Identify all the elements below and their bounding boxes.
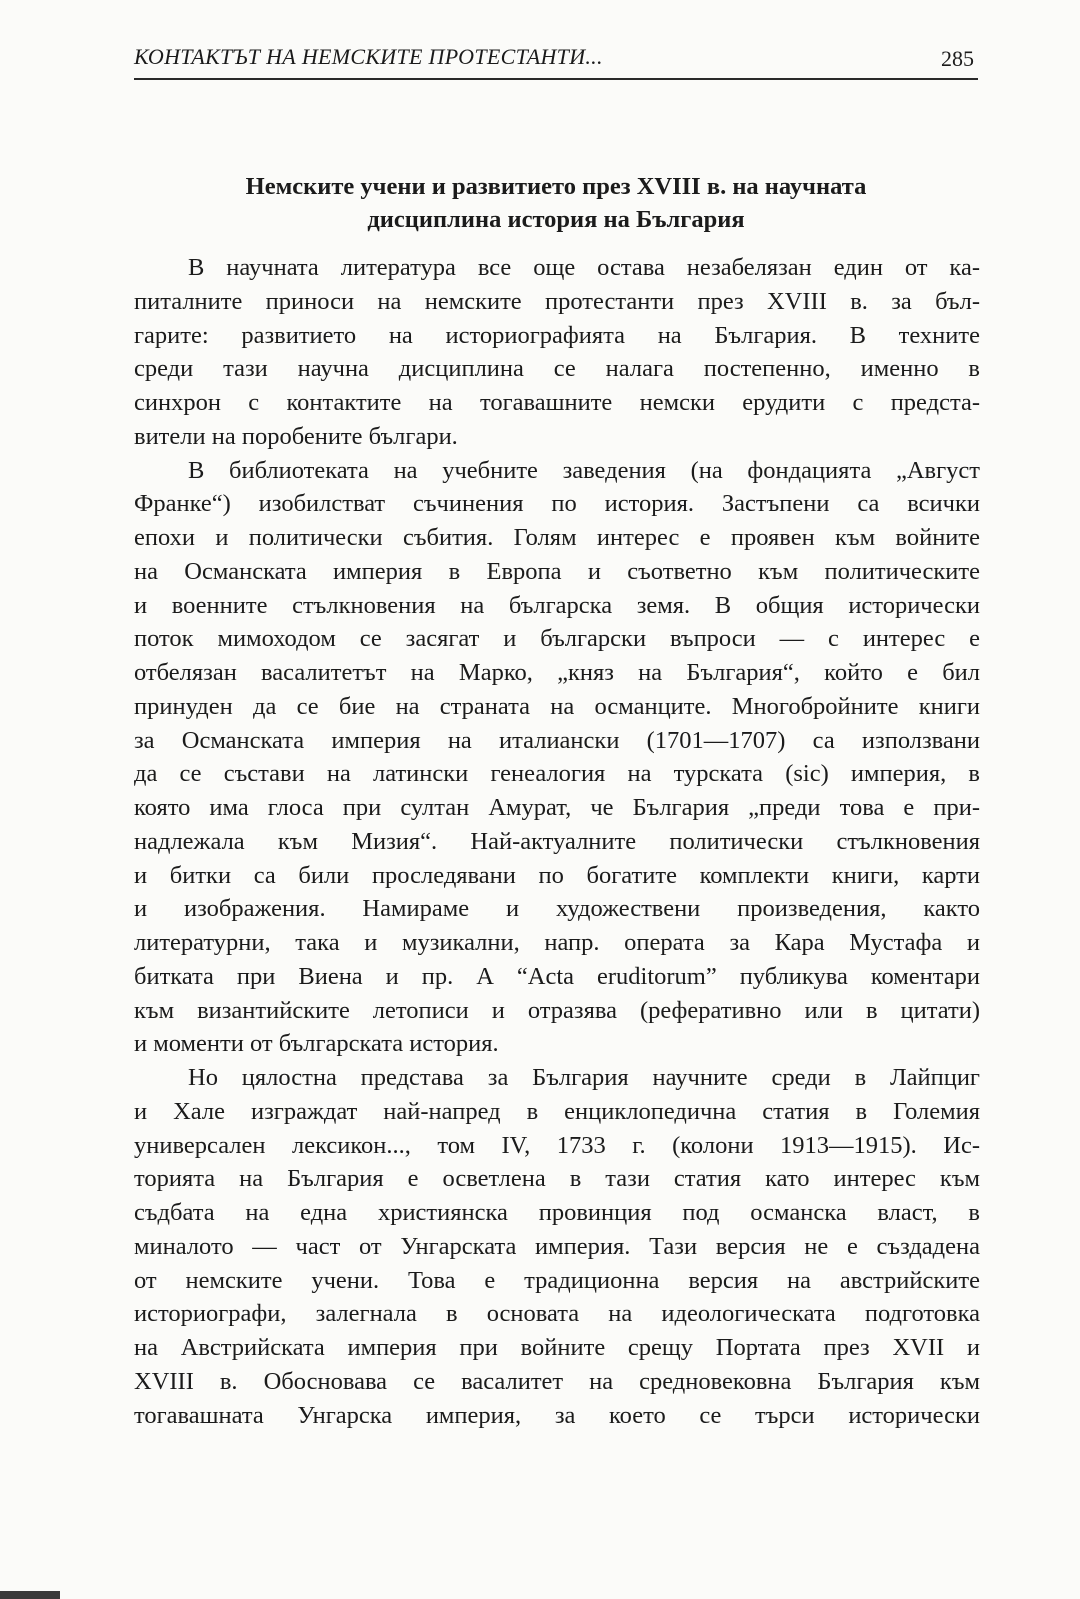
text-line: към византийските летописи и отразява (реферативно или в цитати) — [134, 996, 980, 1024]
text-line: торията на България е осветлена в тази статия като интерес към — [134, 1165, 980, 1193]
text-line: принуден да се бие на страната на османците. Многобройните книги — [134, 692, 980, 720]
paragraph-3 — [134, 1061, 980, 1432]
section-heading — [134, 170, 978, 236]
text-line: на Османската империя в Европа и съответно към политическите — [134, 557, 980, 585]
text-line: и битки са били проследявани по богатите комплекти книги, карти — [134, 861, 980, 889]
text-line: питалните приноси на немските протестанти през XVIII в. за бъл- — [134, 287, 980, 315]
paragraph-1 — [134, 251, 980, 454]
text-line: синхрон с контактите на тогавашните немски ерудити с предста- — [134, 389, 980, 416]
text-line: за Османската империя на италиански (1701—1707) са използвани — [134, 726, 980, 754]
text-line: среди тази научна дисциплина се налага постепенно, именно в — [134, 355, 980, 383]
text-line: Но цялостна представа за България научните среди в Лайпциг — [188, 1064, 980, 1091]
text-line: универсален лексикон..., том IV, 1733 г. (колони 1913—1915). Ис- — [134, 1131, 980, 1159]
text-line: битката при Виена и пр. А “Acta eruditorum” публикува коментари — [134, 962, 980, 990]
text-line: миналото — част от Унгарската империя. Тази версия не е създадена — [134, 1232, 980, 1260]
text-line: XVIII в. Обосновава се васалитет на средновековна България към — [134, 1367, 980, 1395]
paragraph-2 — [134, 454, 980, 1062]
section-heading-line: дисциплина история на България — [367, 206, 745, 233]
body-text — [134, 251, 980, 1432]
scan-edge-mark — [0, 1591, 60, 1599]
text-line: която има глоса при султан Амурат, че България „преди това е при- — [134, 794, 980, 821]
text-line: литературни, така и музикални, напр. операта за Кара Мустафа и — [134, 929, 980, 956]
text-line: и военните стълкновения на българска земя. В общия исторически — [134, 591, 980, 619]
text-line: тогавашната Унгарска империя, за което се търси исторически — [134, 1401, 980, 1429]
text-line: и Хале изграждат най-напред в енциклопедична статия в Големия — [134, 1097, 980, 1125]
text-line: епохи и политически събития. Голям интерес е проявен към войните — [134, 524, 980, 551]
text-line: В научната литература все още остава незабелязан един от ка- — [188, 254, 980, 281]
text-line: отбелязан васалитетът на Марко, „княз на България“, който е бил — [134, 659, 980, 686]
text-line: надлежала към Мизия“. Най-актуалните политически стълкновения — [134, 827, 980, 855]
text-line: и моменти от българската история. — [134, 1030, 499, 1058]
text-line: от немските учени. Това е традиционна версия на австрийските — [134, 1266, 980, 1294]
text-line: съдбата на една християнска провинция под османска власт, в — [134, 1199, 980, 1226]
text-line: и изображения. Намираме и художествени произведения, както — [134, 895, 980, 923]
page-number: 285 — [941, 46, 974, 71]
section-heading-line: Немските учени и развитието през XVIII в. на научната — [245, 173, 867, 200]
text-line: вители на поробените българи. — [134, 422, 458, 450]
running-head — [134, 38, 978, 80]
text-line: Франке“) изобилстват съчинения по история. Застъпени са всички — [134, 490, 980, 518]
text-line: В библиотеката на учебните заведения (на фондацията „Август — [188, 456, 980, 484]
text-line: гарите: развитието на историографията на България. В техните — [134, 321, 980, 349]
text-line: да се състави на латински генеалогия на турската (sic) империя, в — [134, 760, 980, 788]
text-line: историографи, залегнала в основата на идеологическата подготовка — [134, 1300, 980, 1328]
running-head-title: КОНТАКТЪТ НА НЕМСКИТЕ ПРОТЕСТАНТИ... — [134, 44, 603, 69]
text-line: поток мимоходом се засягат и български въпроси — с интерес е — [134, 625, 980, 653]
text-line: на Австрийската империя при войните срещу Портата през XVII и — [134, 1334, 980, 1361]
